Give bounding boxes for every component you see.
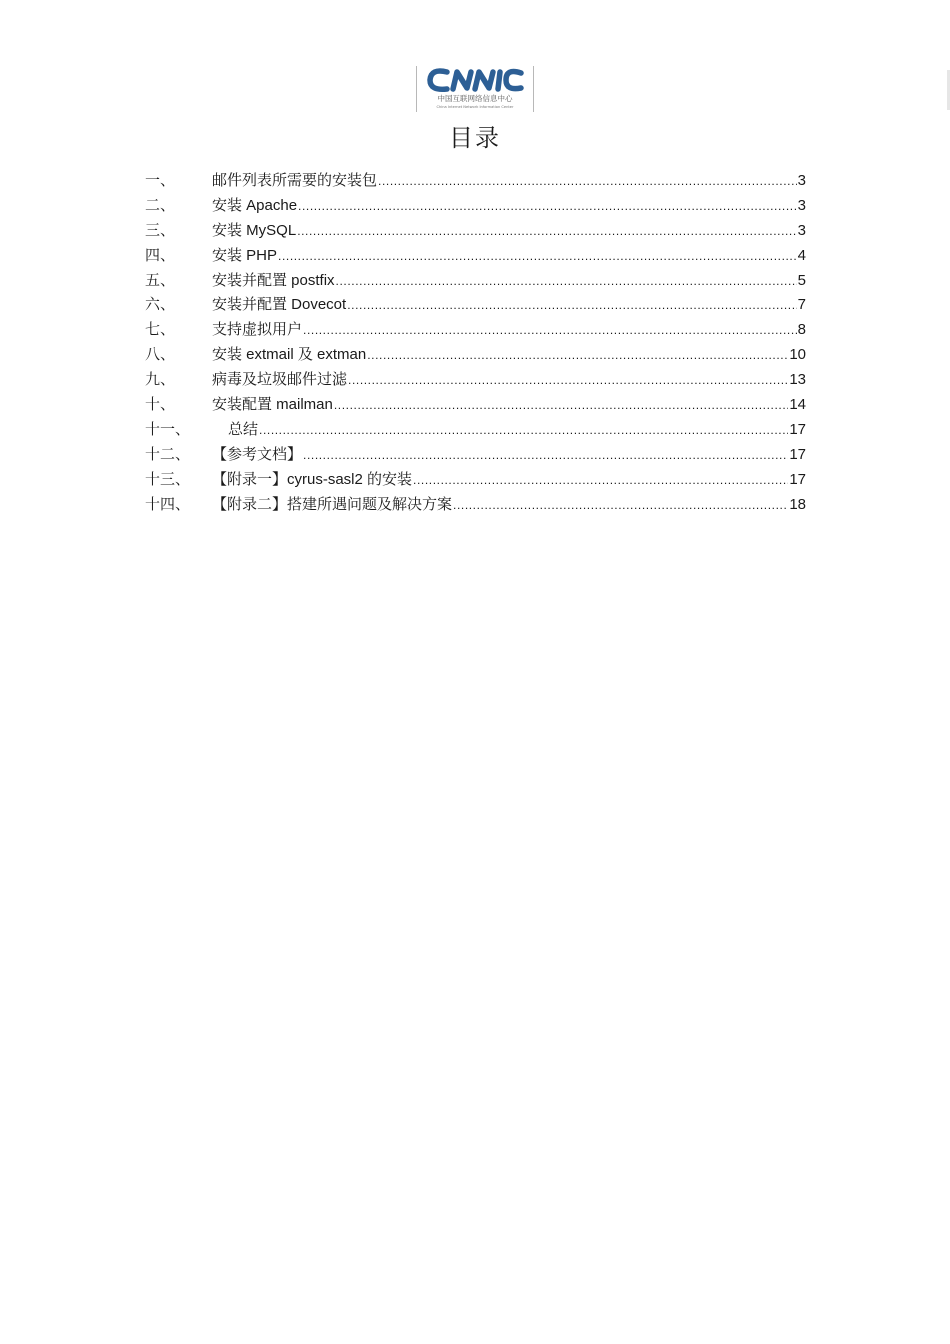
toc-dot-leader	[259, 418, 788, 443]
toc-entry-label: 安装 Apache	[212, 196, 298, 214]
toc-title: 目录	[449, 124, 501, 152]
logo-english-text: China Internet Network Information Center	[436, 105, 514, 109]
toc-dot-leader	[453, 493, 788, 518]
toc-entry[interactable]	[145, 417, 806, 442]
toc-dot-leader	[347, 293, 796, 318]
toc-entry-label: 安装并配置 Dovecot	[212, 296, 347, 314]
toc-entry[interactable]	[145, 367, 806, 392]
toc-entry-number: 一、	[145, 171, 176, 189]
toc-entry-page: 18	[789, 495, 806, 513]
toc-dot-leader	[303, 318, 797, 343]
toc-entry-number: 九、	[145, 370, 176, 389]
toc-entry-label: 病毒及垃圾邮件过滤	[212, 371, 348, 389]
toc-entry[interactable]	[145, 292, 806, 317]
toc-entry-page: 4	[797, 246, 806, 264]
toc-entry[interactable]	[145, 467, 806, 492]
toc-entry-number: 六、	[145, 295, 176, 314]
toc-dot-leader	[303, 443, 788, 468]
toc-dot-leader	[334, 393, 788, 418]
toc-dot-leader	[378, 169, 797, 194]
toc-dot-leader	[297, 219, 796, 244]
logo-chinese-text: 中国互联网络信息中心	[437, 94, 513, 103]
toc-entry-page: 17	[789, 470, 806, 488]
toc-entry-label: 支持虚拟用户	[212, 321, 303, 339]
toc-entry[interactable]	[145, 442, 806, 467]
toc-entry[interactable]	[145, 317, 806, 342]
toc-entry-number: 十、	[145, 395, 176, 414]
toc-entry-number: 十四、	[145, 494, 191, 513]
toc-entry-page: 10	[789, 346, 806, 364]
toc-dot-leader	[367, 343, 788, 368]
toc-entry-number: 二、	[145, 195, 176, 214]
toc-entry-label: 【参考文档】	[212, 445, 303, 463]
toc-entry-number: 七、	[145, 320, 176, 339]
toc-entry-page: 5	[797, 271, 806, 289]
toc-entry[interactable]	[145, 392, 806, 417]
toc-entry-label: 安装 extmail 及 extman	[212, 346, 367, 364]
toc-entry-page: 3	[797, 221, 806, 239]
toc-dot-leader	[336, 269, 797, 294]
toc-entry-page: 17	[789, 420, 806, 438]
toc-entry[interactable]	[145, 243, 806, 268]
toc-entry-page: 13	[789, 371, 806, 389]
toc-entry-number: 五、	[145, 270, 176, 289]
toc-entry-page: 3	[797, 196, 806, 214]
toc-entry-number: 十三、	[145, 469, 191, 488]
toc-entry-number: 八、	[145, 345, 176, 364]
toc-entry-number: 三、	[145, 220, 176, 239]
toc-entry[interactable]	[145, 268, 806, 293]
toc-entry-page: 14	[789, 396, 806, 414]
toc-entry[interactable]	[145, 492, 806, 517]
toc-entry-label: 安装并配置 postfix	[212, 271, 335, 289]
toc-dot-leader	[278, 244, 797, 269]
toc-entry-page: 3	[797, 172, 806, 189]
toc-entry-number: 十二、	[145, 444, 191, 463]
toc-entry[interactable]	[145, 193, 806, 218]
toc-entry-label: 安装 PHP	[212, 246, 278, 264]
toc-dot-leader	[413, 468, 788, 493]
toc-entry-page: 17	[789, 445, 806, 463]
toc-entry-label: 【附录一】cyrus-sasl2 的安装	[212, 470, 413, 488]
toc-entry-page: 7	[797, 296, 806, 314]
toc-entry[interactable]	[145, 342, 806, 367]
cnnic-logo-graphic	[417, 66, 533, 110]
toc-entry-label: 【附录二】搭建所遇问题及解决方案	[212, 495, 453, 513]
toc-entry-number: 十一、	[145, 419, 191, 438]
toc-entry-number: 四、	[145, 245, 176, 264]
toc-entry-label: 邮件列表所需要的安装包	[212, 172, 378, 189]
toc-dot-leader	[348, 368, 788, 393]
toc-dot-leader	[298, 194, 797, 219]
toc-entry-label: 安装 MySQL	[212, 221, 297, 239]
toc-entry-page: 8	[797, 321, 806, 339]
table-of-contents	[145, 168, 806, 516]
toc-entry[interactable]	[145, 218, 806, 243]
toc-entry[interactable]	[145, 168, 806, 193]
cnnic-logo	[416, 66, 534, 112]
toc-entry-label: 总结	[228, 420, 259, 438]
toc-entry-label: 安装配置 mailman	[212, 396, 333, 414]
